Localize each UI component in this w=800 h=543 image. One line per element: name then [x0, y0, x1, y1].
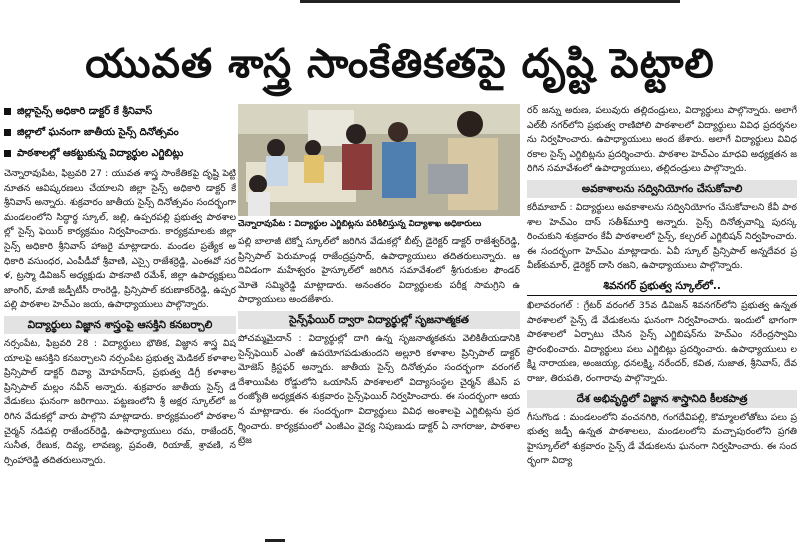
bullet-icon — [4, 150, 11, 157]
headline: యువత శాస్త్ర సాంకేతికతపై దృష్టి పెట్టాలి — [85, 41, 715, 87]
article-paragraph: గీసుగొండ : మండలంలోని వంచనగిరి, గంగదేవిపల్లి, కొమ్మాలలోతోటు పలు ప్రభుత్వ జడ్పీ ఉన్నత పాఠశాలలు, మండలంలోని మచ్చాపురంలోని ప్రగతి హైస్కూల్‌లో శుక్రవారం సైన్స్ డే వేడుకలను ఘనంగా నిర్వహించారు. ఈ సందర్భంగా విద్యా — [527, 411, 797, 467]
bullet-item — [4, 125, 236, 141]
subheading: సైన్స్‌ఫేయిర్ ద్వారా విద్యార్థుల్లో సృజనాత్మకత — [238, 311, 520, 329]
bottom-edge — [0, 539, 800, 543]
photo-illustration — [238, 104, 520, 216]
article-paragraph: పల్లి బాలాజీ టెక్నో స్కూల్‌లో జరిగిన వేడుకల్లో బీట్స్ డైరెక్టర్ డాక్టర్ రాజేశ్వర్‌రెడ్డి, ప్రిన్సిపాల్ పెరుమాండ్ల రాజేంద్రప్రసాద్, ఉపాధ్యాయులు తదితరులున్నారు. ఆదివిడంగా మహేశ్వరం హైస్కూల్‌లో జరిగిన సమావేశంలో శ్రీగురుకుల ఫౌండర్ మోతె సమ్మిరెడ్డి మాట్లాడారు. అనంతరం విద్యార్థులకు పరీక్ష సామగ్రిని ఉపాధ్యాయులు అందజేశారు. — [238, 236, 520, 306]
bullet-item — [4, 104, 236, 120]
photo-caption: చెన్నారావుపేట : విద్యార్థుల ఎగ్జిబిట్లను పరిశీలిస్తున్న విద్యాశాఖ అధికారులు — [238, 219, 482, 229]
subheading: శివనగర్ ప్రభుత్వ స్కూల్‌లో.. — [527, 277, 797, 296]
bullet-icon — [4, 129, 11, 136]
article-paragraph: పోచమ్మమైదాన్ : విద్యార్థుల్లో దాగి ఉన్న సృజనాత్మకతను వెలికితీయడానికి సైన్స్‌ఫెయిర్ ఎంతో ఉపయోగపడుతుందని అల్లూరి కళాశాల ప్రిన్సిపాల్ డాక్టర్ మోజెస్ క్రిస్టఫర్ అన్నారు. జాతీయ సైన్స్ దినోత్సవం సందర్భంగా వరంగల్ దేశాయిపేట రోడ్డులోని ఒయాసిస్ పాఠశాలలో విద్యాసంస్థల చైర్మన్ జేఎస్ పరంజ్యోతి అధ్యక్షతన శుక్రవారం సైన్స్‌ఫెయిర్ నిర్వహించారు. ఈ సందర్భంగా ఆయన మాట్లాడారు. ఈ సందర్భంగా విద్యార్థులు వివిధ అంశాలపై ఎగ్జిబిట్లను ప్రదర్శించారు. కార్యక్రమంలో ఎంజీఎం వైద్య నిపుణుడు డాక్టర్ ఏ నాగరాజు, పాఠశాల ట్రెజ — [238, 332, 520, 447]
article-paragraph: కరీమాబాద్ : విద్యార్థులు అవకాశాలను సద్వినియోగం చేసుకోవాలని కేవీ పాఠశాల హెచ్ఎం దాస్ సతీశ్‌మూర్తి అన్నారు. సైన్స్ దినోత్సవాన్ని పురస్కరించుకుని శుక్రవారం కేవీ పాఠశాలలో సైన్స్, కల్చరల్ ఎగ్జిబిషన్ నిర్వహించారు. ఈ సందర్భంగా హెచ్ఎం మాట్లాడారు. ఏవీ స్కూల్ ప్రిన్సిపాల్ అన్నదేవర ప్రవీణ్‌కుమార్, డైరెక్టర్ దాసి రజని, ఉపాధ్యాయులు పాల్గొన్నారు. — [527, 201, 797, 272]
column-1 — [4, 104, 236, 541]
subheading: అవకాశాలను సద్వినియోగం చేసుకోవాలి — [527, 180, 797, 198]
bullet-item — [4, 146, 236, 162]
column-2 — [238, 104, 520, 541]
subheading: దేశ అభివృద్ధిలో విజ్ఞాన శాస్త్రానిది కీలకపాత్ర — [527, 390, 797, 408]
bullet-text: జిల్లాసైన్స్ అధికారి డాక్టర్ కే శ్రీనివాస్ — [17, 106, 153, 117]
bullet-text: పాఠశాలల్లో ఆకట్టుకున్న విద్యార్థుల ఎగ్జిబిట్లు — [17, 148, 184, 159]
article-paragraph: ఖిలావరంగల్ : గ్రేటర్ వరంగల్ 35వ డివిజన్ శివనగర్‌లోని ప్రభుత్వ ఉన్నత పాఠశాలలో సైన్స్ డే వేడుకలను ఘనంగా నిర్వహించారు. ఇందులో భాగంగా పాఠశాలలో ఏర్పాటు చేసిన సైన్స్ ఎగ్జిబిషన్‌ను హెచ్ఎం నరేంద్రస్వామి ప్రారంభించారు. విద్యార్థులు పలు ఎగ్జిబిట్లు ప్రదర్శించారు. ఉపాధ్యాయులు లక్ష్మి నారాయణ, అంజయ్య, ధనలక్ష్మి, నరేందర్, కవిత, సుజాత, శ్రీనివాస్, దేవరాజు, తిరుపతి, రంగారావు పాల్గొన్నారు. — [527, 299, 797, 384]
subheading: విద్యార్థులు విజ్ఞాన శాస్త్రంపై ఆసక్తిని కనబర్చాలి — [4, 316, 236, 334]
article-paragraph: రర్ జన్ను అరుణ, పలువురు తల్లిదండ్రులు, విద్యార్థులు పాల్గొన్నారు. అలాగే ఎల్‌బీ నగర్‌లోని ప్రభుత్వ రాణిపోలి పాఠశాలలో విద్యార్థులు వివిధ ప్రదర్శనలను నిర్వహించారు. ఉపాధ్యాయులు అంద జేశారు. అలాగే విద్యార్థులు వివిధ రకాల సైన్స్ ఎగ్జిబిట్లను ప్రదర్శించారు. పాఠశాల హెచ్ఎం మాధవి అధ్యక్షతన జరిగిన సమావేశంలో ఉపాధ్యాయులు, తల్లిదండ్రులు పాల్గొన్నారు. — [527, 105, 797, 175]
bullet-icon — [4, 108, 11, 115]
column-3 — [527, 104, 797, 541]
news-photo — [238, 104, 520, 216]
bullet-text: జిల్లాలో ఘనంగా జాతీయ సైన్స్ దినోత్సవం — [17, 127, 179, 138]
article-paragraph: నర్సంపేట, ఫిబ్రవరి 28 : విద్యార్థులు భౌతిక, విజ్ఞాన శాస్త్ర విషయాలపై ఆసక్తిని కనబర్చాలని నర్సంపేట ప్రభుత్వ మెడికల్ కళాశాల ప్రిన్సిపాల్ డాక్టర్ దివ్యా మోహన్‌దాస్, ప్రభుత్వ డిగ్రీ కళాశాల ప్రిన్సిపాల్ మల్లం నవీన్ అన్నారు. శుక్రవారం జాతీయ సైన్స్ డే వేడుకలు ఘనంగా జరిగాయి. పట్టణంలోని శ్రీ అక్షర స్కూల్‌లో జరిగిన వేడుకల్లో వారు పాల్గొని మాట్లాడారు. కార్యక్రమంలో పాఠశాల చైర్మన్ నడిపల్లి రాజేందర్‌రెడ్డి, ఉపాధ్యాయులు రమ, రాజేందర్, సునీత, రేణుక, దివ్య, లావణ్య, ప్రవంతి, రియాజ్, శ్రావణి, నర్సింహారెడ్డి తదితరులున్నారు. — [4, 337, 236, 466]
top-edge — [0, 0, 800, 6]
article-paragraph: చెన్నారావుపేట, ఫిబ్రవరి 27 : యువత శాస్త్ర సాంకేతికపై దృష్టి పెట్టి నూతన ఆవిష్కరణలు చేయాలని జిల్లా సైన్స్ అధికారి డాక్టర్ కే శ్రీనివాస్ అన్నారు. శుక్రవారం జాతీయ సైన్స్ దినోత్సవం సందర్భంగా మండలంలోని సిద్ధార్థ స్కూల్, జల్లి, ఉప్పరపల్లి ప్రభుత్వ పాఠశాలల్లో సైన్స్ ఫెయిర్ కార్యక్రమం నిర్వహించారు. కార్యక్రమాలకు జిల్లా సైన్స్ అధికారి శ్రీనివాస్ హాజరై మాట్లాడారు. మండల ప్రత్యేక అధికారి వసుంధర, ఎంపీడీవో శ్రీవాణి, ఎస్సై రాజేశర్రెడ్డి, ఎంఈవో సరళ, ట్రస్మా డివిజన్ అధ్యక్షుడు పాకనాటి రమేశ్, జిల్లా ఉపాధ్యక్షులు జాంగిర్, మాజీ జడ్పీటీసీ రాంరెడ్డి, ప్రిన్సిపాల్ కరుణాకర్‌రెడ్డి, ఉప్పరపల్లి పాఠశాల హెచ్ఎం జయ, ఉపాధ్యాయులు పాల్గొన్నారు. — [4, 168, 236, 311]
